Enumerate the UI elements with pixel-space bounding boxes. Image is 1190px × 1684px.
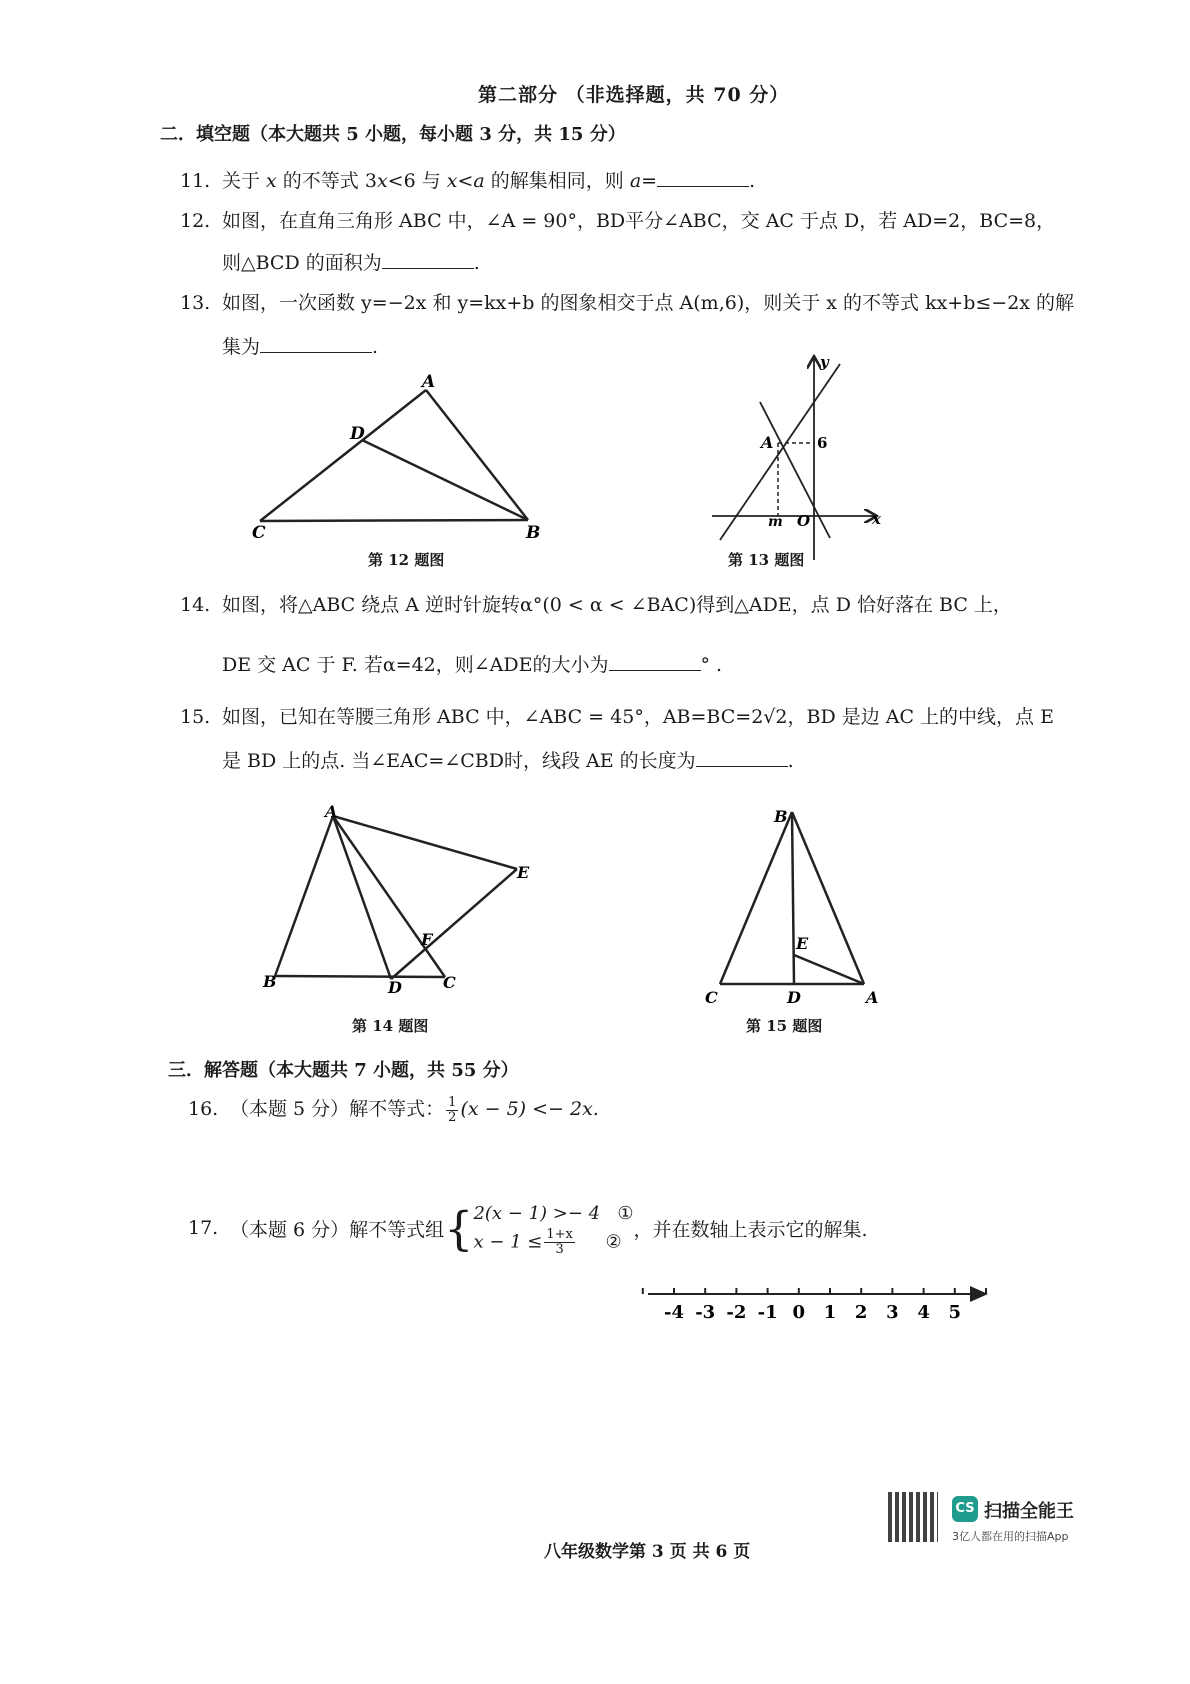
question-number: 13.: [180, 292, 211, 314]
fraction-numerator: 1: [448, 1094, 457, 1110]
vertex-label-b: B: [774, 807, 788, 826]
section-title-fill-in: 二．填空题（本大题共 5 小题，每小题 3 分，共 15 分）: [160, 124, 626, 145]
q15-text: 如图，已知在等腰三角形 ABC 中，∠ABC = 45°，AB=BC=2√2，BD 是边 AC 上的中线，点 E: [222, 706, 1054, 728]
answer-blank[interactable]: [609, 652, 701, 671]
q13-end: .: [372, 336, 379, 358]
vertex-label-e: E: [796, 934, 809, 953]
question-15-line2: [222, 746, 794, 773]
q11-text: 的不等式 3: [276, 170, 377, 192]
tick-label: 2: [854, 1302, 868, 1323]
q13-text: 如图，一次函数 y=−2x 和 y=kx+b 的图象相交于点 A(m,6)，则关于 x 的不等式 kx+b≤−2x 的解: [222, 292, 1075, 314]
inequality-1-tag: ①: [617, 1203, 634, 1224]
question-13-line1: [180, 288, 1074, 315]
question-13-line2: [222, 332, 378, 359]
inequality-2: x − 1 ≤: [473, 1231, 543, 1253]
q17-text: （本题 6 分）解不等式组: [230, 1219, 445, 1241]
vertex-label-d: D: [388, 978, 402, 997]
figure-14: [255, 800, 545, 1000]
inequality-1: 2(x − 1) >− 4: [473, 1203, 601, 1224]
question-number: 16.: [188, 1098, 219, 1120]
fraction-denominator: 3: [555, 1242, 564, 1257]
question-15-line1: [180, 702, 1054, 729]
fraction: [544, 1228, 575, 1257]
vertex-label-c: C: [443, 973, 456, 992]
vertex-label-b: B: [263, 972, 277, 991]
question-number: 11.: [180, 170, 211, 192]
qr-code-icon: [888, 1492, 938, 1542]
answer-blank[interactable]: [696, 748, 788, 767]
answer-blank[interactable]: [382, 250, 474, 269]
question-number: 17.: [188, 1216, 219, 1239]
figure-15: [700, 798, 890, 1008]
q12-text: 则△BCD 的面积为: [222, 252, 382, 274]
q12-text: 如图，在直角三角形 ABC 中，∠A = 90°，BD平分∠ABC，交 AC 于点 D，若 AD=2，BC=8，: [222, 210, 1056, 232]
question-number: 15.: [180, 706, 211, 728]
fraction-numerator: 1+x: [546, 1227, 573, 1242]
part-title: 第二部分 （非选择题，共 70 分）: [478, 84, 790, 106]
vertex-label-a: A: [866, 988, 879, 1007]
tick-label: -4: [664, 1302, 684, 1323]
question-number: 12.: [180, 210, 211, 232]
q11-text: 关于: [222, 170, 267, 192]
inequality-system: [473, 1200, 633, 1257]
tick-label: 4: [917, 1302, 930, 1323]
page-footer: 八年级数学第 3 页 共 6 页: [544, 1542, 751, 1562]
vertex-label-a: A: [325, 802, 338, 821]
vertex-label-c: C: [705, 988, 718, 1007]
q15-end: .: [787, 750, 794, 772]
q11-text: =: [641, 170, 658, 192]
camscanner-name: 扫描全能王: [984, 1501, 1074, 1522]
figure-12-caption: 第 12 题图: [368, 551, 445, 569]
inequality-2-tag: ②: [605, 1231, 622, 1253]
axis-label-x: x: [872, 510, 881, 528]
vertex-label-c: C: [252, 523, 266, 543]
fraction: [446, 1096, 458, 1125]
q16-text: （本题 5 分）解不等式：: [230, 1098, 445, 1120]
tick-label-six: 6: [817, 434, 828, 452]
q11-end: .: [749, 170, 756, 192]
question-17: [188, 1200, 868, 1257]
axis-label-y: y: [820, 353, 829, 371]
figure-12: [240, 368, 560, 548]
number-line[interactable]: [640, 1278, 1000, 1328]
q11-var: x: [446, 170, 458, 192]
q11-var: a: [473, 170, 485, 192]
tick-label: -1: [757, 1302, 778, 1323]
q17-text: ，并在数轴上表示它的解集.: [633, 1219, 868, 1241]
q11-var: x: [376, 170, 388, 192]
vertex-label-a: A: [422, 372, 436, 392]
q14-end: ° .: [700, 654, 723, 676]
q15-text: 是 BD 上的点. 当∠EAC=∠CBD时，线段 AE 的长度为: [222, 750, 696, 772]
figure-14-caption: 第 14 题图: [352, 1017, 429, 1035]
vertex-label-e: E: [517, 863, 530, 882]
q11-var: x: [266, 170, 277, 192]
tick-label: 1: [823, 1302, 837, 1323]
tick-label: -2: [726, 1302, 747, 1323]
question-number: 14.: [180, 594, 211, 616]
brace-icon: {: [444, 1201, 474, 1256]
q11-text: 的解集相同，则: [484, 170, 630, 192]
q13-text: 集为: [222, 336, 261, 358]
tick-label: 3: [886, 1302, 899, 1323]
question-14-line1: [180, 590, 1012, 617]
answer-blank[interactable]: [657, 168, 749, 187]
vertex-label-b: B: [526, 523, 541, 543]
q11-text: <6 与: [387, 170, 447, 192]
q11-text: <: [457, 170, 474, 192]
q11-var: a: [629, 170, 642, 192]
question-11: [180, 166, 755, 193]
camscanner-tagline: 3亿人都在用的扫描App: [952, 1530, 1069, 1543]
question-14-line2: [222, 650, 722, 677]
camscanner-logo: CS: [952, 1496, 978, 1522]
tick-label: -3: [695, 1302, 716, 1323]
figure-13-caption: 第 13 题图: [728, 551, 805, 569]
question-12-line2: [222, 248, 480, 275]
question-16: [188, 1094, 599, 1125]
question-12-line1: [180, 206, 1055, 233]
tick-label: 0: [792, 1302, 806, 1323]
section-title-solutions: 三．解答题（本大题共 7 小题，共 55 分）: [168, 1060, 519, 1081]
figure-15-caption: 第 15 题图: [746, 1017, 823, 1035]
answer-blank[interactable]: [260, 334, 372, 353]
vertex-label-f: F: [421, 930, 433, 949]
fraction-denominator: 2: [448, 1109, 457, 1125]
vertex-label-d: D: [787, 988, 801, 1007]
origin-label: O: [797, 512, 811, 530]
figure-13: [700, 350, 910, 560]
tick-label-m: m: [768, 514, 783, 530]
point-label-a: A: [761, 433, 774, 452]
vertex-label-d: D: [350, 424, 365, 444]
q16-expression: (x − 5) <− 2x.: [460, 1098, 599, 1120]
q14-text: DE 交 AC 于 F. 若α=42，则∠ADE的大小为: [222, 654, 609, 676]
tick-label: 5: [948, 1302, 962, 1323]
q14-text: 如图，将△ABC 绕点 A 逆时针旋转α°(0 < α < ∠BAC)得到△ADE，点 D 恰好落在 BC 上，: [222, 594, 1012, 616]
q12-end: .: [473, 252, 480, 274]
